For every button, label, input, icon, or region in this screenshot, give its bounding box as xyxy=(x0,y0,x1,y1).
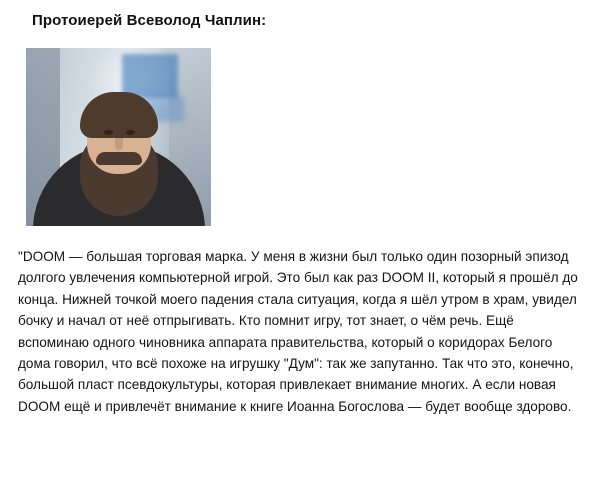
figure-eye-left xyxy=(104,130,113,135)
figure-mustache xyxy=(96,152,142,165)
page-title: Протоиерей Всеволод Чаплин: xyxy=(32,12,267,29)
figure-nose xyxy=(115,138,123,150)
background-blue-shape xyxy=(122,54,178,98)
portrait-photo-image xyxy=(26,48,211,226)
quote-text: "DOOM — большая торговая марка. У меня в жизни был только один позорный эпизод долгого увлечения компьютерной игрой. Это был как раз DOOM II, который я прошёл до конца. Нижней точкой моего падения стала ситуация, когда я шёл утром в храм, увидел бочку и начал от неё отпрыгивать. Кто помнит игру, тот знает, о чём речь. Ещё вспоминаю одного чиновника аппарата правительства, который о коридорах Белого дома говорил, что всё похоже на игрушку "Дум": так же запутанно. Так что это, конечно, большой пласт псевдокультуры, которая привлекает внимание многих. А если новая DOOM ещё и привлечёт внимание к книге Иоанна Богослова — будет вообще здорово. xyxy=(18,249,582,414)
figure-eye-right xyxy=(126,130,135,135)
portrait-photo xyxy=(26,48,211,226)
